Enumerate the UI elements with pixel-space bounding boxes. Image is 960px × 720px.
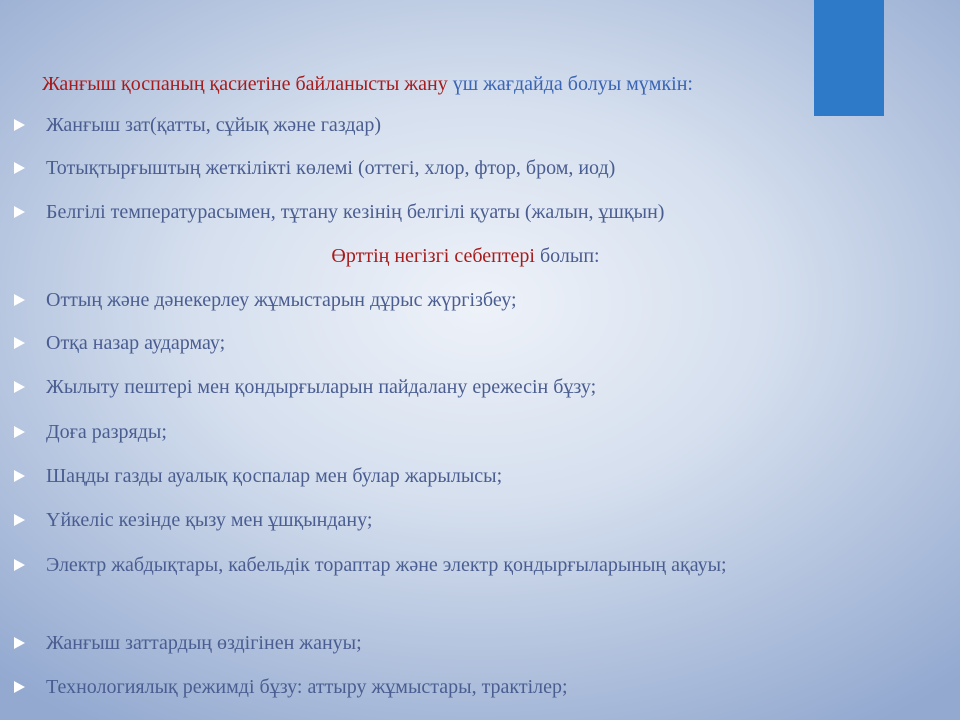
causes-subheading [0,242,931,270]
list-item [14,198,874,227]
list-item [14,551,874,580]
list-item-text: Белгілі температурасымен, тұтану кезінің белгілі қуаты (жалын, ұшқын) [46,201,665,223]
list-item-text: Жанғыш зат(қатты, сұйық және газдар) [46,114,382,136]
arrow-bullet-icon [14,206,25,218]
list-item [14,506,874,535]
list-item-text: Отқа назар аудармау; [46,332,226,354]
list-item-text: Оттың және дәнекерлеу жұмыстарын дұрыс жүргізбеу; [46,289,517,311]
list-item-text: Жылыту пештері мен қондырғыларын пайдалану ережесін бұзу; [46,376,597,398]
list-item [14,629,874,658]
arrow-bullet-icon [14,294,25,306]
heading-red-text: Жанғыш қоспаның қасиетіне байланысты жану [42,73,448,95]
list-item [14,673,874,702]
list-item [14,154,874,183]
list-item [14,111,874,140]
list-item-text: Тотықтырғыштың жеткілікті көлемі (оттегі, хлор, фтор, бром, иод) [46,157,616,179]
arrow-bullet-icon [14,514,25,526]
subheading-red-text: Өрттің негізгі себептері [331,245,535,267]
arrow-bullet-icon [14,426,25,438]
list-item-text: Электр жабдықтары, кабельдік тораптар және электр қондырғыларының ақауы; [46,554,727,576]
list-item-text: Доға разряды; [46,421,167,443]
list-item [14,373,874,402]
arrow-bullet-icon [14,637,25,649]
list-item [14,462,874,491]
arrow-bullet-icon [14,681,25,693]
arrow-bullet-icon [14,119,25,131]
subheading-plain-text: болып: [535,245,600,267]
arrow-bullet-icon [14,381,25,393]
list-item-text: Технологиялық режимді бұзу: аттыру жұмыстары, трактілер; [46,676,568,698]
list-item [14,329,874,358]
list-item-text: Жанғыш заттардың өздігінен жануы; [46,632,362,654]
list-item [14,418,874,447]
arrow-bullet-icon [14,337,25,349]
arrow-bullet-icon [14,559,25,571]
heading-blue-text: үш жағдайда болуы мүмкін: [447,73,693,95]
list-item-text: Үйкеліс кезінде қызу мен ұшқындану; [46,509,373,531]
arrow-bullet-icon [14,162,25,174]
list-item-text: Шаңды газды ауалық қоспалар мен булар жарылысы; [46,465,503,487]
slide-heading [42,70,693,98]
arrow-bullet-icon [14,470,25,482]
list-item [14,286,874,315]
